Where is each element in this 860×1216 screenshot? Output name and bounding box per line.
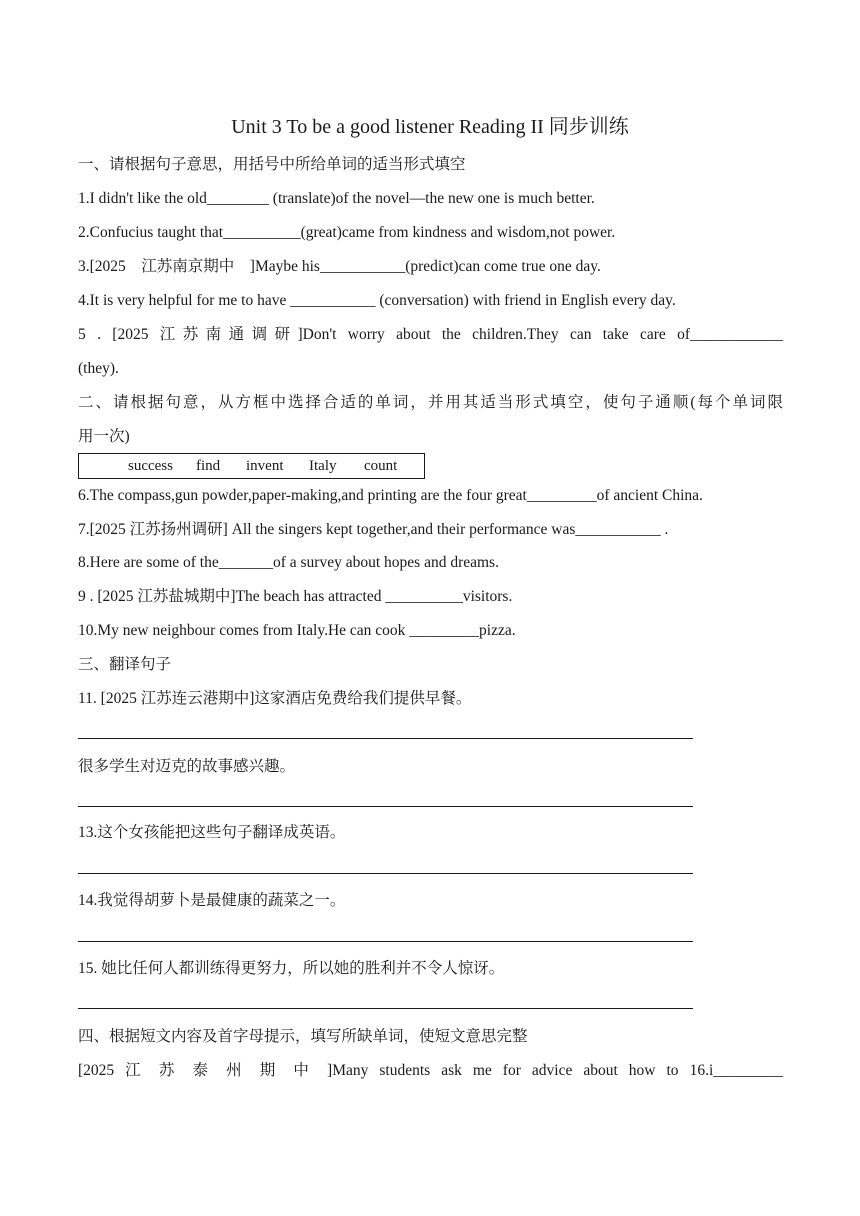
answer-line[interactable] xyxy=(78,941,693,942)
question-3: 3.[2025 江苏南京期中 ]Maybe his___________(predict)can come true one day. xyxy=(78,258,601,275)
answer-line[interactable] xyxy=(78,738,693,739)
section2-heading-line2: 用一次) xyxy=(78,428,130,445)
word-bank-item: Italy xyxy=(309,458,337,474)
word-bank-item: find xyxy=(196,458,221,474)
section2-heading-line1: 二、请根据句意，从方框中选择合适的单词，并用其适当形式填空，使句子通顺(每个单词限 xyxy=(78,394,783,411)
section3-heading: 三、翻译句子 xyxy=(78,656,172,673)
answer-line[interactable] xyxy=(78,806,693,807)
question-12: 很多学生对迈克的故事感兴趣。 xyxy=(78,758,296,775)
question-11: 11. [2025 江苏连云港期中]这家酒店免费给我们提供早餐。 xyxy=(78,690,472,707)
question-8: 8.Here are some of the_______of a survey about hopes and dreams. xyxy=(78,554,499,571)
question-5-line1: 5 . [2025 江苏南通调研]Don't worry about the children.They can take care of____________ xyxy=(78,326,783,343)
question-4: 4.It is very helpful for me to have ___________ (conversation) with friend in English every day. xyxy=(78,292,676,309)
question-5-line2: (they). xyxy=(78,360,119,377)
question-14: 14.我觉得胡萝卜是最健康的蔬菜之一。 xyxy=(78,892,346,909)
question-10: 10.My new neighbour comes from Italy.He can cook _________pizza. xyxy=(78,622,516,639)
answer-line[interactable] xyxy=(78,1008,693,1009)
page-title: Unit 3 To be a good listener Reading II 同步训练 xyxy=(231,116,629,138)
answer-line[interactable] xyxy=(78,873,693,874)
section4-heading: 四、根据短文内容及首字母提示，填写所缺单词，使短文意思完整 xyxy=(78,1028,528,1045)
question-6: 6.The compass,gun powder,paper-making,and printing are the four great_________of ancient China. xyxy=(78,487,703,504)
word-bank-item: success xyxy=(128,458,173,474)
question-13: 13.这个女孩能把这些句子翻译成英语。 xyxy=(78,824,346,841)
passage-line-1: [2025 江 苏 泰 州 期 中 ]Many students ask me for advice about how to 16.i_________ xyxy=(78,1062,783,1079)
question-9: 9 . [2025 江苏盐城期中]The beach has attracted __________visitors. xyxy=(78,588,513,605)
section1-heading: 一、请根据句子意思，用括号中所给单词的适当形式填空 xyxy=(78,156,466,173)
question-1: 1.I didn't like the old________ (translate)of the novel—the new one is much better. xyxy=(78,190,595,207)
question-2: 2.Confucius taught that__________(great)came from kindness and wisdom,not power. xyxy=(78,224,616,241)
question-7: 7.[2025 江苏扬州调研] All the singers kept together,and their performance was___________ . xyxy=(78,521,669,538)
question-15: 15. 她比任何人都训练得更努力，所以她的胜利并不令人惊讶。 xyxy=(78,960,505,977)
word-bank-item: invent xyxy=(246,458,284,474)
word-bank-box xyxy=(78,453,425,479)
word-bank-item: count xyxy=(364,458,398,474)
